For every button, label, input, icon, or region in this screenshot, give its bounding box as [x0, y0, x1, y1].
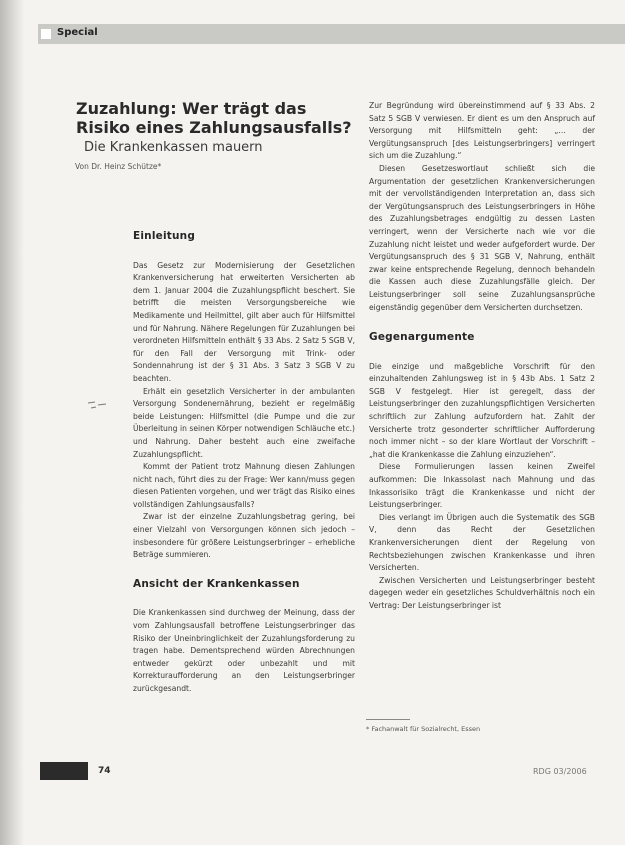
footnote: * Fachanwalt für Sozialrecht, Essen	[366, 725, 481, 733]
footer-bar	[40, 762, 88, 780]
page-number: 74	[98, 766, 111, 776]
paragraph: Zwischen Versicherten und Leistungserbringer besteht dagegen weder ein gesetzliches Schuldverhältnis noch ein Vertrag: Der Leistungserbringer ist	[369, 575, 595, 610]
paragraph: Diese Formulierungen lassen keinen Zweifel aufkommen: Die Inkassolast nach Mahnung und das Inkassorisiko trägt die Krankenkasse und nicht der Leistungserbringer.	[369, 462, 595, 510]
scan-artifact-marks	[86, 397, 116, 411]
section-marker-square	[41, 29, 51, 39]
footnote-divider	[366, 719, 410, 720]
paragraph: Zwar ist der einzelne Zuzahlungsbetrag gering, bei einer Vielzahl von Versorgungen können sich jedoch – insbesondere für größere Leistungserbringer – erhebliche Beträge summieren.	[133, 512, 355, 560]
paragraph: Diesen Gesetzeswortlaut schließt sich die Argumentation der gesetzlichen Krankenversicherungen mit der vervollständigenden Interpretation an, dass sich der Vergütungsanspruch des Leistungserbringers in Höhe des Zuzahlungsbetrages endgültig zu dessen Lasten verringert, wenn der Versicherte nach wie vor die Zuzahlung nicht leistet und weder aufgefordert wurde. Der Vergütungsanspruch des § 31 SGB V, Nahrung, enthält zwar keine entsprechende Regelung, dennoch behandeln die Kassen auch diese Zuzahlungsfälle gleich. Der Leistungserbringer soll seine Zuzahlungsansprüche eigenständig gegenüber dem Versicherten durchsetzen.	[369, 163, 595, 312]
right-column	[369, 100, 595, 613]
section-heading-gegenargumente: Gegenargumente	[369, 331, 475, 344]
paragraph: Kommt der Patient trotz Mahnung diesen Zahlungen nicht nach, führt dies zu der Frage: Wer kann/muss gegen diesen Patienten vorgehen, und wer trägt das Risiko eines vollständigen Zahlungsausfalls?	[133, 462, 355, 509]
paragraph: Die Krankenkassen sind durchweg der Meinung, dass der vom Zahlungsausfall betroffene Leistungserbringer das Risiko der Uneinbringlichkeit der Zuzahlungsforderung zu tragen habe. Dementsprechend würden Abrechnungen entweder gekürzt oder unbezahlt und mit Korrekturaufforderung an den Leistungserbringer zurückgesandt.	[133, 608, 355, 693]
section-heading-ansicht: Ansicht der Krankenkassen	[133, 577, 300, 590]
left-column	[133, 230, 355, 696]
paragraph: Zur Begründung wird übereinstimmend auf § 33 Abs. 2 Satz 5 SGB V verwiesen. Er dient es um den Anspruch auf Versorgung mit Hilfsmitteln geht: „… der Vergütungsanspruch [des Leistungserbringers] verringert sich um die Zuzahlung.“	[369, 101, 595, 161]
paragraph: Die einzige und maßgebliche Vorschrift für den einzuhaltenden Zahlungsweg ist in § 43b Abs. 1 Satz 2 SGB V festgelegt. Hier ist geregelt, dass der Leistungserbringer den zuzahlungspflichtigen Versicherten schriftlich zur Zahlung aufzufordern hat. Zahlt der Versicherte trotz gesonderter schriftlicher Aufforderung noch immer nicht – so der klare Wortlaut der Vorschrift – „hat die Krankenkasse die Zahlung einzuziehen“.	[369, 361, 595, 459]
paragraph: Das Gesetz zur Modernisierung der Gesetzlichen Krankenversicherung hat erweiterten Versicherten ab dem 1. Januar 2004 die Zuzahlungspflicht beschert. Sie betrifft die meisten Versorgungsbereiche wie Medikamente und Heilmittel, gilt aber auch für Hilfsmittel und für Nahrung. Nähere Regelungen für Zuzahlungen bei verordneten Hilfsmitteln enthält § 33 Abs. 2 Satz 5 SGB V, für den Fall der Versorgung mit Trink- oder Sondennahrung ist der § 31 Abs. 3 Satz 3 SGB V zu beachten.	[133, 260, 355, 383]
article-subtitle: Die Krankenkassen mauern	[84, 140, 263, 155]
article-title: Zuzahlung: Wer trägt das Risiko eines Zahlungsausfalls?	[76, 99, 352, 137]
section-header-bar	[38, 24, 625, 44]
paragraph: Dies verlangt im Übrigen auch die Systematik des SGB V, denn das Recht der Gesetzlichen Krankenversicherungen dient der Regelung von Rechtsbeziehungen zwischen Krankenkasse und ihren Versicherten.	[369, 512, 595, 573]
section-heading-einleitung: Einleitung	[133, 230, 196, 242]
journal-issue: RDG 03/2006	[533, 767, 587, 776]
author-byline: Von Dr. Heinz Schütze*	[75, 162, 162, 171]
paragraph: Erhält ein gesetzlich Versicherter in der ambulanten Versorgung Sondenernährung, bezieht er regelmäßig beide Leistungen: Hilfsmittel (die Pumpe und die zur Überleitung in seinen Körper notwendigen Schläuche etc.) und Nahrung. Daher besteht auch eine zweifache Zuzahlungspflicht.	[133, 386, 355, 459]
section-label: Special	[57, 27, 98, 38]
